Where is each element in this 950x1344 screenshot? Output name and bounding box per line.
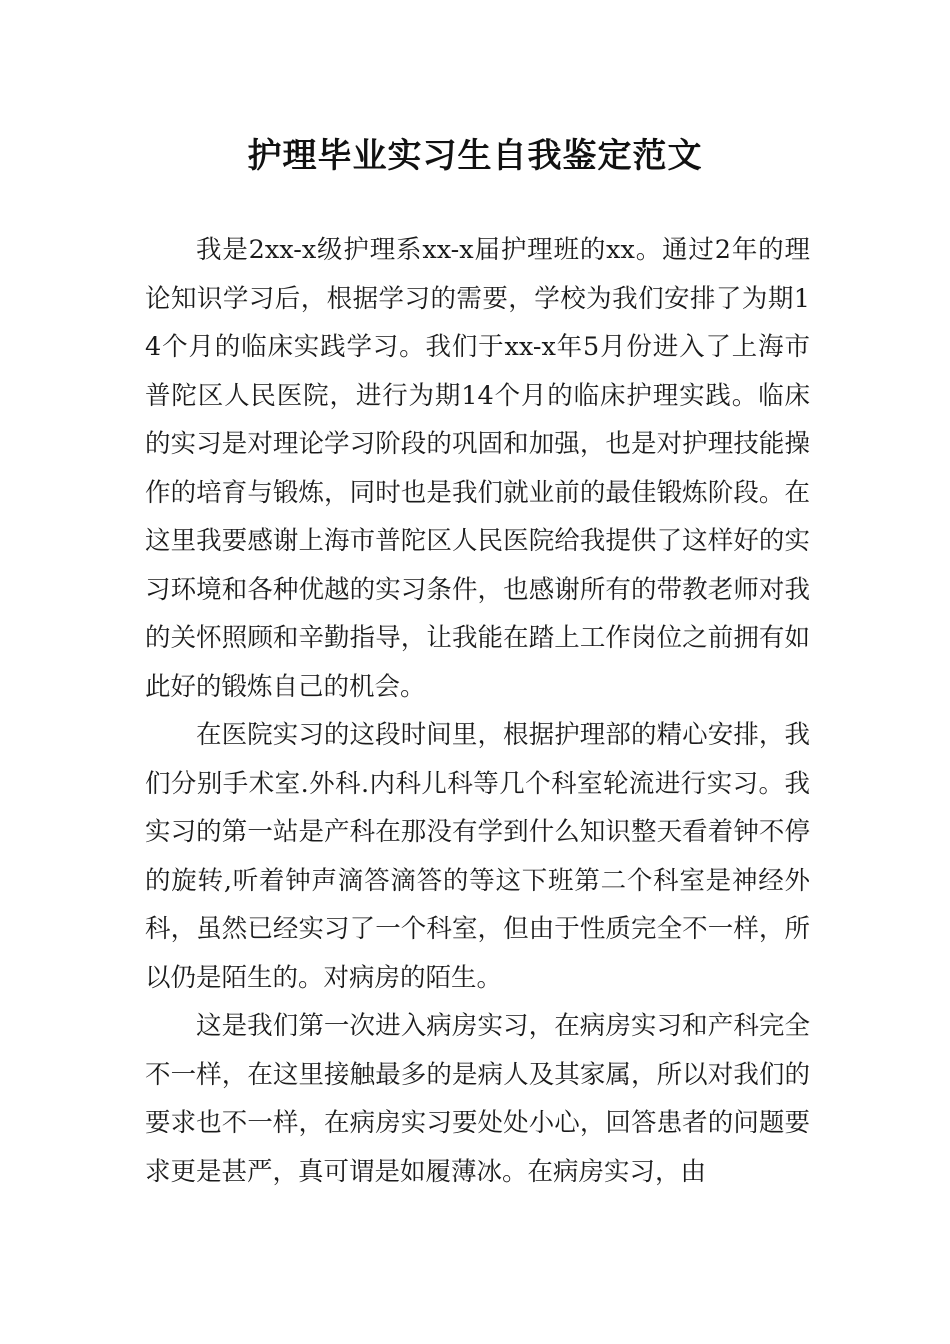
paragraph-1: 我是2xx-x级护理系xx-x届护理班的xx。通过2年的理论知识学习后，根据学习的需要，学校为我们安排了为期14个月的临床实践学习。我们于xx-x年5月份进入了上海市普陀区人民医院，进行为期14个月的临床护理实践。临床的实习是对理论学习阶段的巩固和加强，也是对护理技能操作的培育与锻炼，同时也是我们就业前的最佳锻炼阶段。在这里我要感谢上海市普陀区人民医院给我提供了这样好的实习环境和各种优越的实习条件，也感谢所有的带教老师对我的关怀照顾和辛勤指导，让我能在踏上工作岗位之前拥有如此好的锻炼自己的机会。 — [145, 235, 810, 702]
document-title: 护理毕业实习生自我鉴定范文 — [247, 136, 703, 176]
document-body — [145, 226, 810, 1196]
paragraph-3: 这是我们第一次进入病房实习，在病房实习和产科完全不一样，在这里接触最多的是病人及其家属，所以对我们的要求也不一样，在病房实习要处处小心，回答患者的问题要求更是甚严，真可谓是如履薄冰。在病房实习，由 — [145, 1011, 810, 1187]
paragraph-2: 在医院实习的这段时间里，根据护理部的精心安排，我们分别手术室.外科.内科儿科等几个科室轮流进行实习。我实习的第一站是产科在那没有学到什么知识整天看着钟不停的旋转,听着钟声滴答滴答的等这下班第二个科室是神经外科，虽然已经实习了一个科室，但由于性质完全不一样，所以仍是陌生的。对病房的陌生。 — [145, 720, 810, 993]
